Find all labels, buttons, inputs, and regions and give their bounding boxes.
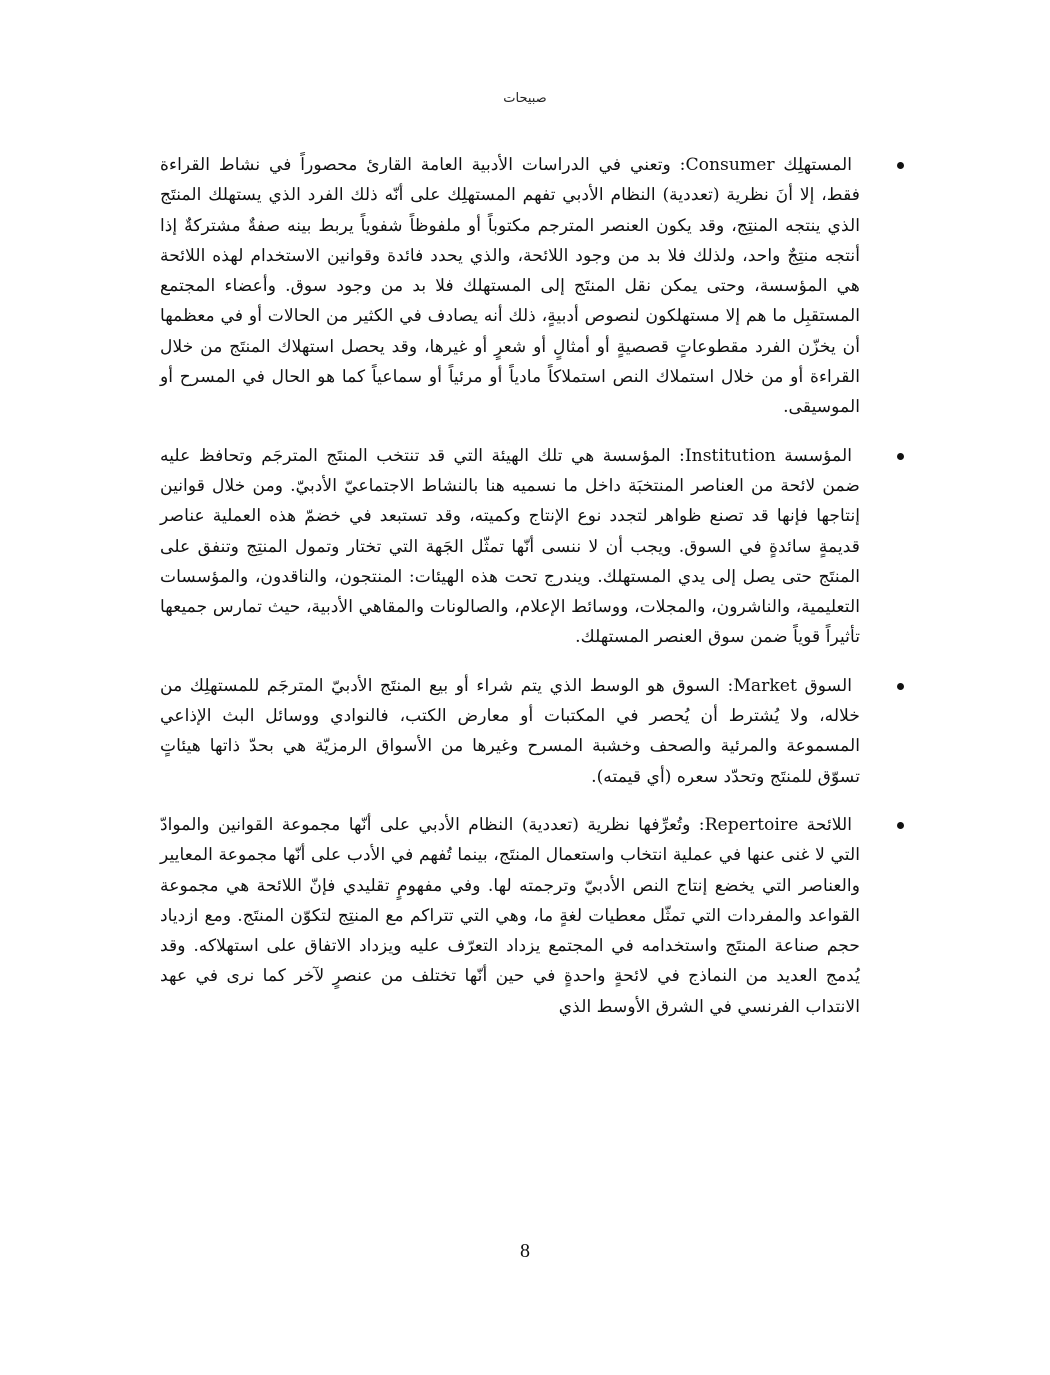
bullet-icon <box>897 822 904 829</box>
bullet-icon <box>897 683 904 690</box>
paragraph-market: السوق Market: السوق هو الوسط الذي يتم شراء أو بيع المنتَج الأدبيّ المترجَم للمستهلِك من خلاله، ولا يُشترط أن يُحصر في المكتبات أو معارض الكتب، فالنوادي ووسائل البث الإذاعي المسموعة والمرئية والصحف وخشبة المسرح وغيرها من الأسواق الرمزيّة هي بحدّ ذاتها هيئاتٍ تسوّق للمنتَج وتحدّد سعره (أي قيمته). <box>160 675 860 787</box>
bullet-icon <box>897 453 904 460</box>
paragraph-consumer: المستهلِك Consumer: وتعني في الدراسات الأدبية العامة القارئ محصوراً في نشاط القراءة فقط، إلا أنَ نظرية (تعددية) النظام الأدبي تفهم المستهلِك على أنّه ذلك الفرد الذي يستهلك المنتَج الذي ينتجه المنتِج، وقد يكون العنصر المترجم مكتوباً أو ملفوظاً شفوياً يربط بينه صفةٌ مشتركةٌ إذا أنتجه منتِجٌ واحد، ولذلك فلا بد من وجود اللائحة، والذي يحدد فائدة وقوانين الاستخدام لهذه اللائحة هي المؤسسة، وحتى يمكن نقل المنتَج إلى المستهلك فلا بد من وجود سوق. وأعضاء المجتمع المستقبِل ما هم إلا مستهلكون لنصوص أدبيةٍ، ذلك أنه يصادف في الكثير من الحالات أو في معظمها أن يخزّن الفرد مقطوعاتٍ قصصيةٍ أو أمثالٍ أو شعرٍ أو غيرها، وقد يحصل استهلاك المنتَج من خلال القراءة أو من خلال استملاك النص استملاكاً مادياً أو مرئياً أو سماعياً كما هو الحال في المسرح أو الموسيقى. <box>160 155 860 418</box>
page-body <box>160 150 904 1040</box>
list-item-market <box>160 671 904 792</box>
paragraph-repertoire: اللائحة Repertoire: وتُعرِّفها نظرية (تعددية) النظام الأدبي على أنّها مجموعة القوانين والموادّ التي لا غنى عنها في عملية انتخاب واستعمال المنتَج، بينما تُفهم في الأدب على أنّها مجموعة المعايير والعناصر التي يخضع إنتاج النص الأدبيّ وترجمته لها. وفي مفهومٍ تقليدي فإنّ اللائحة هي مجموعة القواعد والمفردات التي تمثّل معطيات لغةٍ ما، وهي التي تتراكم مع المنتِج لتكوّن المنتَج. ومع ازدياد حجم صناعة المنتَج واستخدامه في المجتمع يزداد التعرّف عليه ويزداد الاتفاق على استهلاكه. وقد يُدمج العديد من النماذج في لائحةٍ واحدةٍ في حين أنّها تختلف من عنصرٍ لآخر كما نرى في عهد الانتداب الفرنسي في الشرق الأوسط الذي <box>160 814 860 1017</box>
list-item-repertoire <box>160 810 904 1022</box>
list-item-consumer <box>160 150 904 423</box>
running-header: صبيحات <box>503 91 547 106</box>
bullet-icon <box>897 162 904 169</box>
paragraph-institution: المؤسسة Institution: المؤسسة هي تلك الهيئة التي قد تنتخب المنتَج المترجَم وتحافظ عليه ضمن لائحة من العناصر المنتخبَة داخل ما نسميه هنا بالنشاط الاجتماعيّ الأدبيّ. ومن خلال قوانين إنتاجها فإنها قد تصنع ظواهر لتجدد نوع الإنتاج وكميته، وقد تستبعد في خضمّ هذه العملية عناصر قديمةٍ سائدةٍ في السوق. ويجب أن لا ننسى أنّها تمثّل الجَهة التي تختار وتمول المنتِج وتنفق على المنتَج حتى يصل إلى يدي المستهلك. ويندرج تحت هذه الهيئات: المنتجون، والناقدون، والمؤسسات التعليمية، والناشرون، والمجلات، ووسائط الإعلام، والصالونات والمقاهي الأدبية، حيث تمارس جميعها تأثيراً قوياً ضمن سوق العنصر المستهلك. <box>160 445 860 648</box>
page-number: 8 <box>520 1240 530 1262</box>
list-item-institution <box>160 441 904 653</box>
